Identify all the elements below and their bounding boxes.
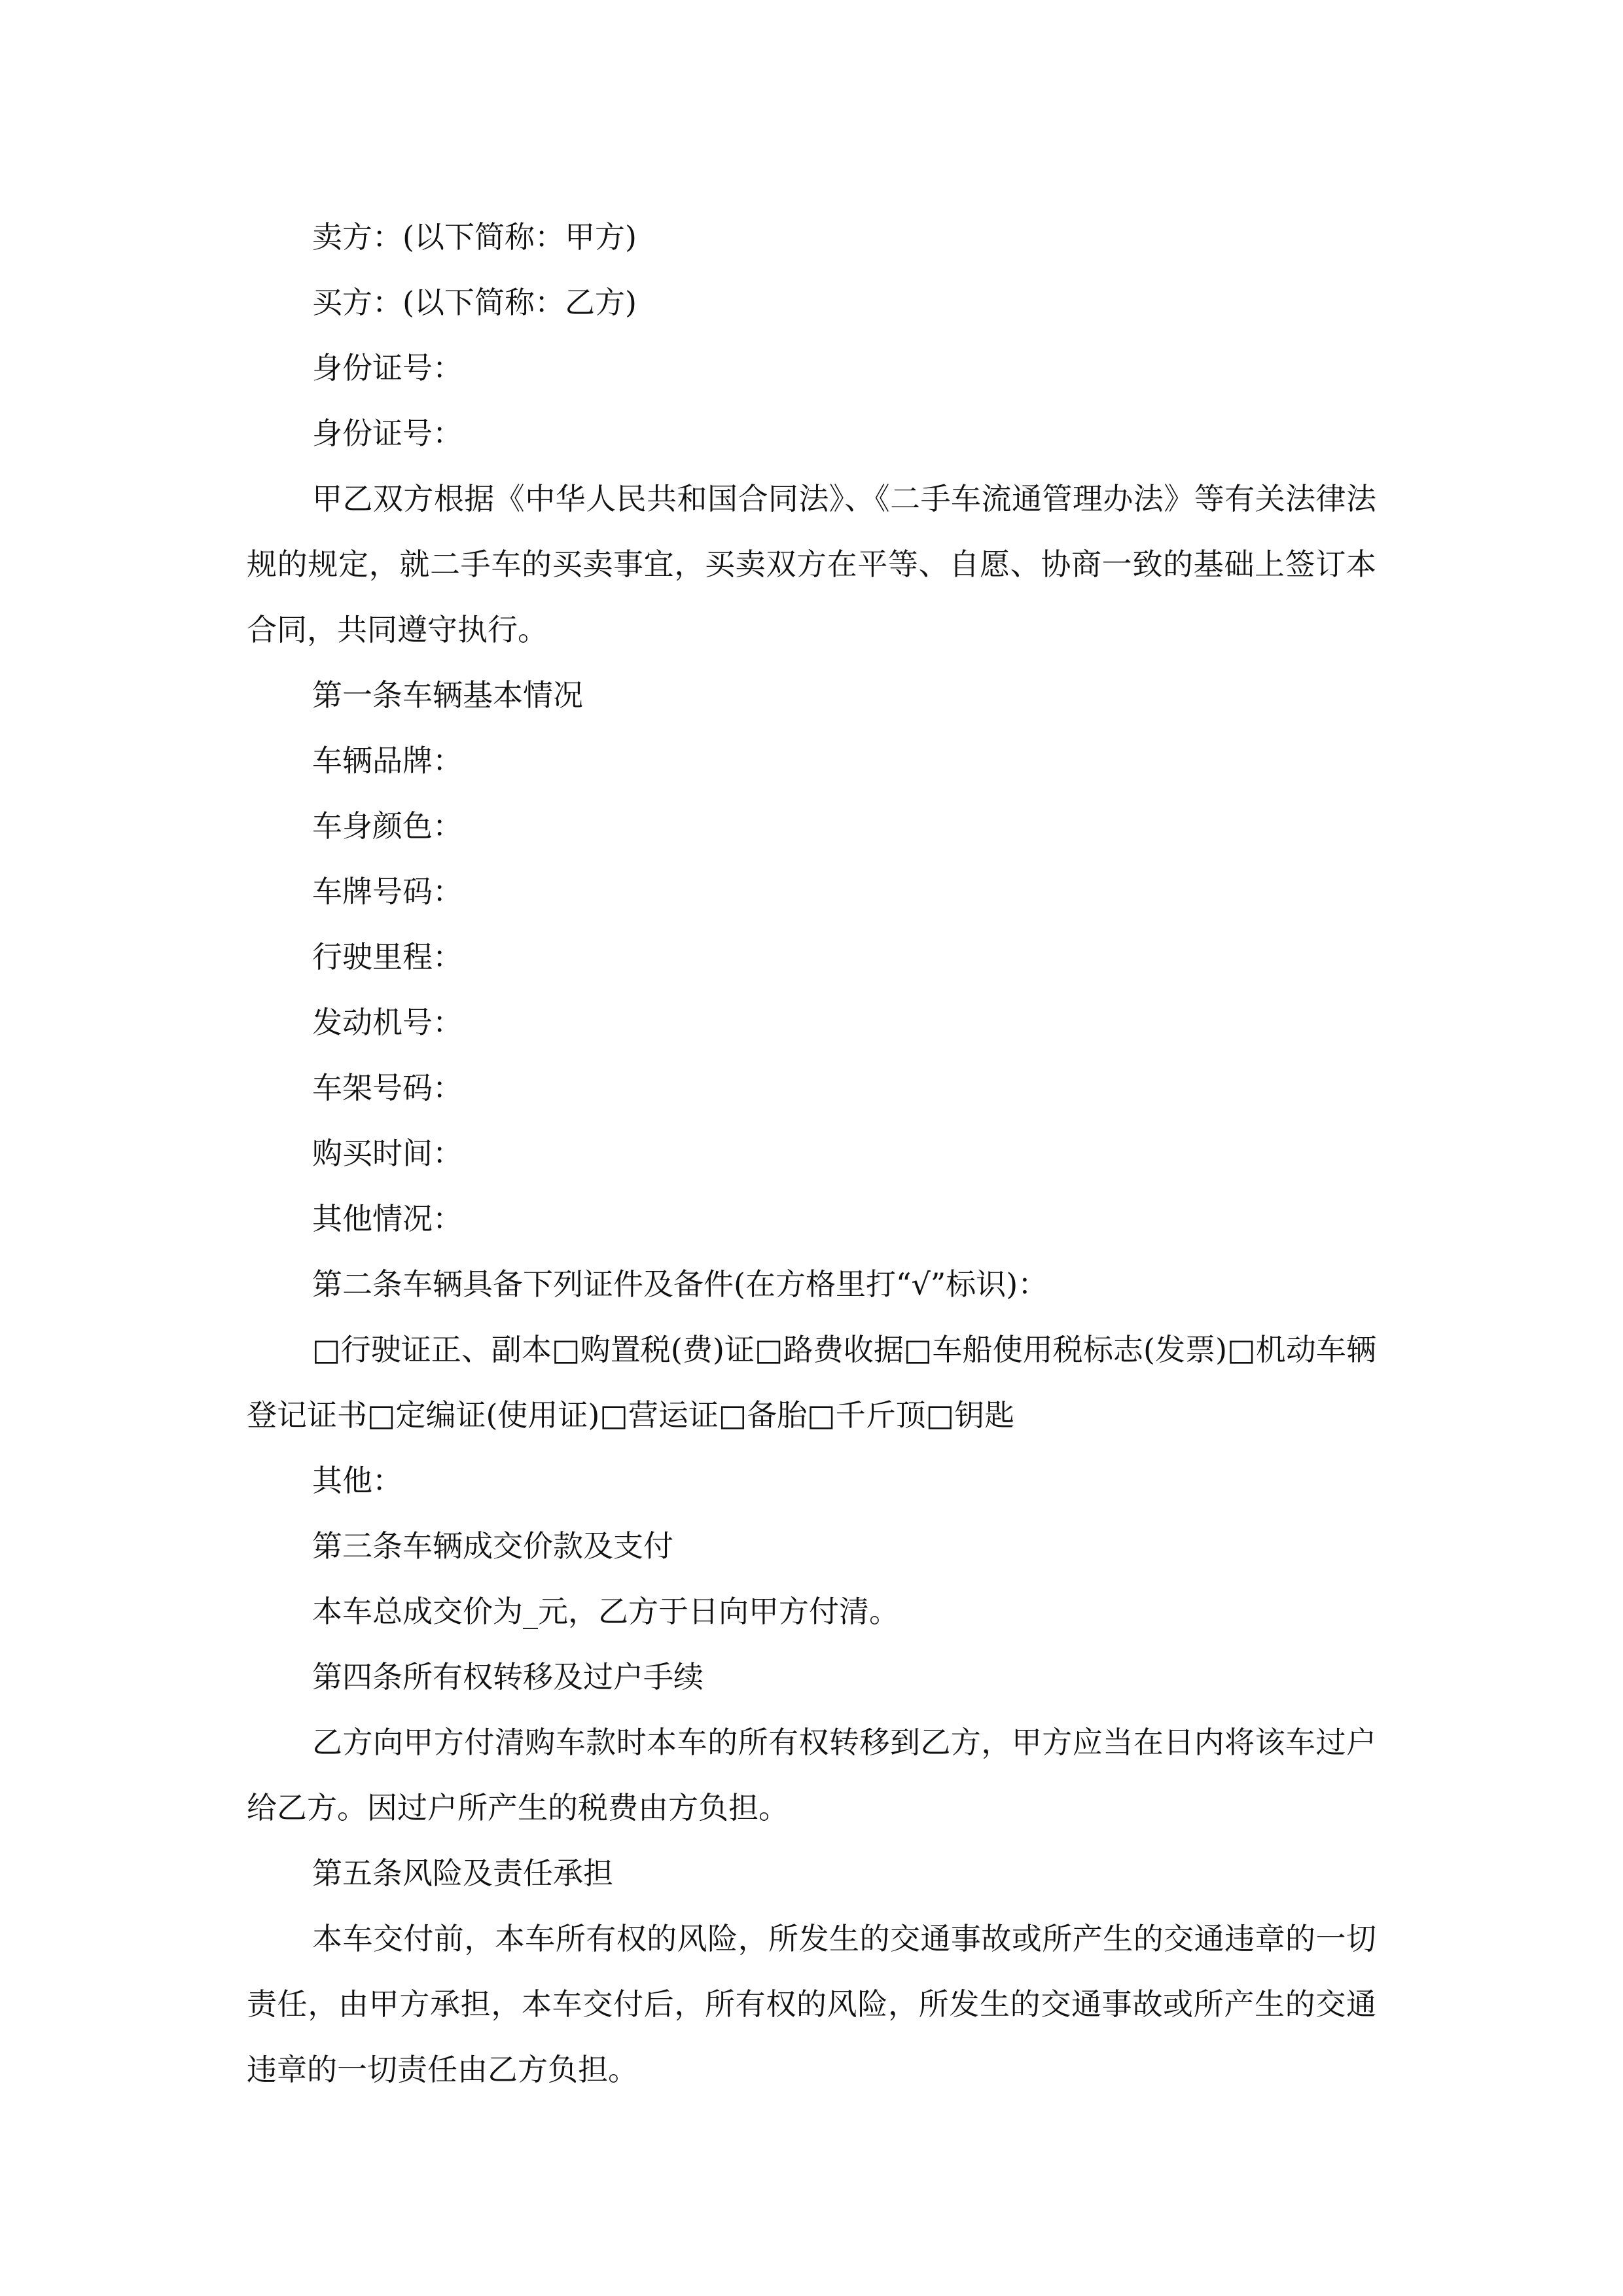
mileage-field: 行驶里程： xyxy=(312,939,463,975)
documents-checklist: □行驶证正、副本□购置税(费)证□路费收据□车船使用税标志(发票)□机动车辆登记证书□定编证(使用证)□营运证□备胎□千斤顶□钥匙 xyxy=(247,1332,1376,1433)
article-3-heading: 第三条车辆成交价款及支付 xyxy=(312,1528,673,1564)
other-conditions-field: 其他情况： xyxy=(312,1201,463,1236)
id-number-line: 身份证号： xyxy=(312,350,463,386)
contract-body xyxy=(247,204,1376,2102)
intro-paragraph: 甲乙双方根据《中华人民共和国合同法》、《二手车流通管理办法》等有关法律法规的规定，就二手车的买卖事宜，买卖双方在平等、自愿、协商一致的基础上签订本合同，共同遵守执行。 xyxy=(247,481,1376,647)
id-number-line: 身份证号： xyxy=(312,416,463,451)
other-documents-field: 其他： xyxy=(312,1463,402,1498)
plate-number-field: 车牌号码： xyxy=(312,874,463,909)
seller-line: 卖方：(以下简称：甲方) xyxy=(312,219,637,255)
frame-number-field: 车架号码： xyxy=(312,1070,463,1105)
article-5-heading: 第五条风险及责任承担 xyxy=(312,1856,613,1891)
buyer-line: 买方：(以下简称：乙方) xyxy=(312,285,637,320)
body-color-field: 车身颜色： xyxy=(312,808,463,844)
vehicle-brand-field: 车辆品牌： xyxy=(312,743,463,778)
article-1-heading: 第一条车辆基本情况 xyxy=(312,677,583,713)
article-4-heading: 第四条所有权转移及过户手续 xyxy=(312,1659,704,1695)
purchase-date-field: 购买时间： xyxy=(312,1136,463,1171)
ownership-transfer-paragraph: 乙方向甲方付清购车款时本车的所有权转移到乙方，甲方应当在日内将该车过户给乙方。因过户所产生的税费由方负担。 xyxy=(247,1725,1376,1825)
risk-liability-paragraph: 本车交付前，本车所有权的风险，所发生的交通事故或所产生的交通违章的一切责任，由甲方承担，本车交付后，所有权的风险，所发生的交通事故或所产生的交通违章的一切责任由乙方负担。 xyxy=(247,1921,1376,2087)
article-2-heading: 第二条车辆具备下列证件及备件(在方格里打“√”标识)： xyxy=(312,1266,1048,1302)
price-paragraph: 本车总成交价为_元，乙方于日向甲方付清。 xyxy=(312,1594,899,1629)
engine-number-field: 发动机号： xyxy=(312,1005,463,1040)
